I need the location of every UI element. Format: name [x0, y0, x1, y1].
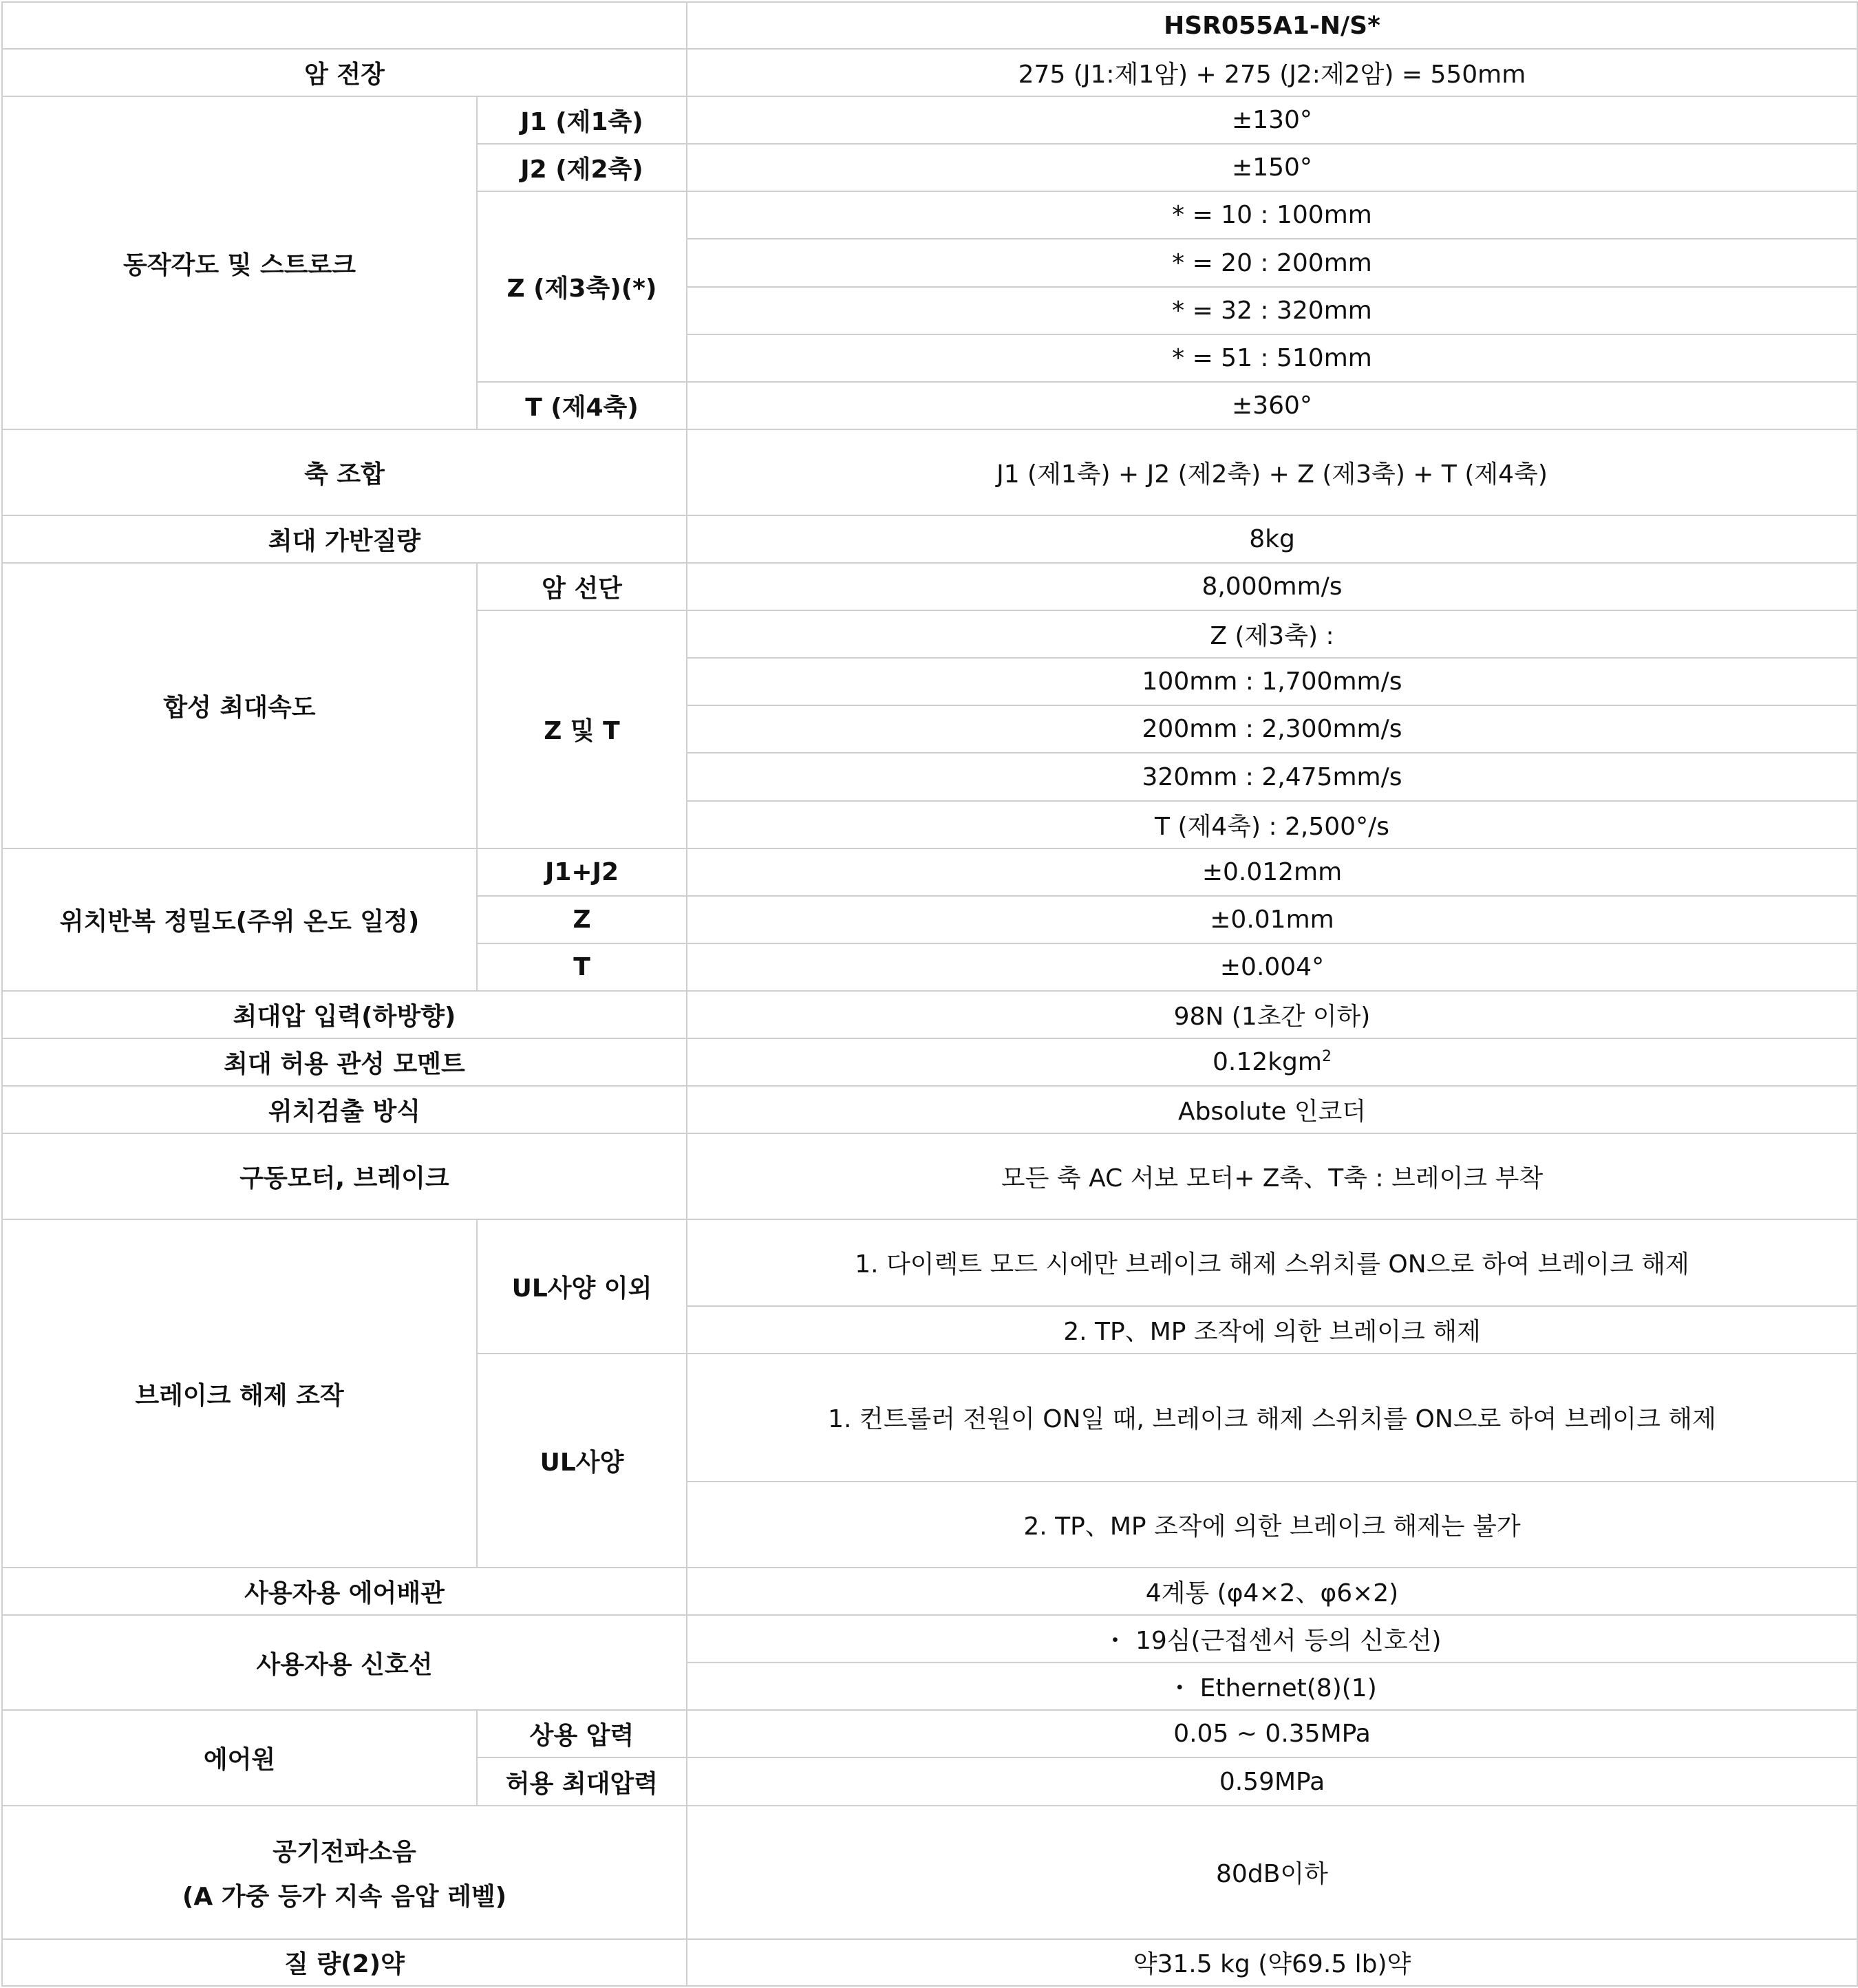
inertia-superscript: 2 — [1321, 1048, 1332, 1066]
non-ul-label: UL사양 이외 — [477, 1219, 687, 1353]
position-detection-value: Absolute 인코더 — [687, 1086, 1857, 1133]
brake-release-label: 브레이크 해제 조작 — [2, 1219, 477, 1568]
noise-label-line2: (A 가중 등가 지속 음압 레벨) — [182, 1882, 507, 1911]
max-payload-value: 8kg — [687, 515, 1857, 563]
zt-value: 200mm : 2,300mm/s — [687, 705, 1857, 753]
noise-value: 80dB이하 — [687, 1806, 1857, 1939]
j2-value: ±150° — [687, 144, 1857, 191]
table-row — [2, 1939, 1857, 1986]
table-row — [2, 563, 1857, 610]
max-pressure-value: 0.59MPa — [687, 1757, 1857, 1805]
axis-combination-label: 축 조합 — [2, 429, 687, 515]
operating-pressure-value: 0.05 ~ 0.35MPa — [687, 1710, 1857, 1757]
model-header: HSR055A1-N/S* — [687, 2, 1857, 49]
inertia-value: 0.12kgm — [1213, 1048, 1322, 1077]
weight-value: 약31.5 kg (약69.5 lb)약 — [687, 1939, 1857, 1986]
drive-value: 모든 축 AC 서보 모터+ Z축、T축 : 브레이크 부착 — [687, 1133, 1857, 1219]
rep-t-label: T — [477, 943, 687, 991]
z-stroke-value: * = 10 : 100mm — [687, 191, 1857, 239]
ul-value: 2. TP、MP 조작에 의한 브레이크 해제는 불가 — [687, 1482, 1857, 1568]
max-push-value: 98N (1초간 이하) — [687, 991, 1857, 1038]
position-detection-label: 위치검출 방식 — [2, 1086, 687, 1133]
noise-label-line1: 공기전파소음 — [273, 1837, 416, 1866]
z-stroke-label: Z (제3축)(*) — [477, 191, 687, 381]
zt-value: T (제4축) : 2,500°/s — [687, 801, 1857, 848]
t-label: T (제4축) — [477, 382, 687, 429]
j1j2-label: J1+J2 — [477, 848, 687, 896]
max-speed-label: 합성 최대속도 — [2, 563, 477, 848]
weight-label: 질 량(2)약 — [2, 1939, 687, 1986]
air-source-label: 에어원 — [2, 1710, 477, 1805]
table-row — [2, 848, 1857, 896]
j1-label: J1 (제1축) — [477, 96, 687, 144]
ul-value: 1. 컨트롤러 전원이 ON일 때, 브레이크 해제 스위치를 ON으로 하여 브레이크 해제 — [687, 1354, 1857, 1482]
table-row — [2, 1710, 1857, 1757]
arm-length-label: 암 전장 — [2, 49, 687, 96]
table-row — [2, 1086, 1857, 1133]
axis-combination-value: J1 (제1축) + J2 (제2축) + Z (제3축) + T (제4축) — [687, 429, 1857, 515]
motion-range-label: 동작각도 및 스트로크 — [2, 96, 477, 429]
z-stroke-value: * = 20 : 200mm — [687, 239, 1857, 286]
rep-z-label: Z — [477, 896, 687, 943]
inertia-label: 최대 허용 관성 모멘트 — [2, 1038, 687, 1086]
repeatability-label: 위치반복 정밀도(주위 온도 일정) — [2, 848, 477, 991]
rep-z-value: ±0.01mm — [687, 896, 1857, 943]
rep-t-value: ±0.004° — [687, 943, 1857, 991]
table-row — [2, 2, 1857, 49]
table-row — [2, 1038, 1857, 1086]
table-row — [2, 96, 1857, 144]
arm-length-value: 275 (J1:제1암) + 275 (J2:제2암) = 550mm — [687, 49, 1857, 96]
signal-lines-label: 사용자용 신호선 — [2, 1615, 687, 1710]
operating-pressure-label: 상용 압력 — [477, 1710, 687, 1757]
j1-value: ±130° — [687, 96, 1857, 144]
zt-value: 320mm : 2,475mm/s — [687, 753, 1857, 800]
air-piping-label: 사용자용 에어배관 — [2, 1568, 687, 1615]
z-stroke-value: * = 32 : 320mm — [687, 287, 1857, 334]
zt-label: Z 및 T — [477, 610, 687, 848]
inertia-cell — [687, 1038, 1857, 1086]
table-row — [2, 1568, 1857, 1615]
table-row — [2, 1806, 1857, 1939]
arm-tip-label: 암 선단 — [477, 563, 687, 610]
header-blank-cell — [2, 2, 687, 49]
table-row — [2, 429, 1857, 515]
max-pressure-label: 허용 최대압력 — [477, 1757, 687, 1805]
zt-value: Z (제3축) : — [687, 610, 1857, 658]
table-row — [2, 49, 1857, 96]
noise-label — [2, 1806, 687, 1939]
non-ul-value: 1. 다이렉트 모드 시에만 브레이크 해제 스위치를 ON으로 하여 브레이크 해제 — [687, 1219, 1857, 1305]
j2-label: J2 (제2축) — [477, 144, 687, 191]
signal-lines-value: ・ 19심(근접센서 등의 신호선) — [687, 1615, 1857, 1663]
z-stroke-value: * = 51 : 510mm — [687, 334, 1857, 382]
max-payload-label: 최대 가반질량 — [2, 515, 687, 563]
drive-label: 구동모터, 브레이크 — [2, 1133, 687, 1219]
table-row — [2, 1133, 1857, 1219]
table-row — [2, 1615, 1857, 1663]
zt-value: 100mm : 1,700mm/s — [687, 658, 1857, 705]
spec-table — [1, 1, 1858, 1987]
max-push-label: 최대압 입력(하방향) — [2, 991, 687, 1038]
signal-lines-value: ・ Ethernet(8)(1) — [687, 1663, 1857, 1710]
table-row — [2, 991, 1857, 1038]
air-piping-value: 4계통 (φ4×2、φ6×2) — [687, 1568, 1857, 1615]
non-ul-value: 2. TP、MP 조작에 의한 브레이크 해제 — [687, 1306, 1857, 1354]
table-row — [2, 515, 1857, 563]
ul-label: UL사양 — [477, 1354, 687, 1568]
arm-tip-value: 8,000mm/s — [687, 563, 1857, 610]
table-row — [2, 1219, 1857, 1305]
t-value: ±360° — [687, 382, 1857, 429]
j1j2-value: ±0.012mm — [687, 848, 1857, 896]
